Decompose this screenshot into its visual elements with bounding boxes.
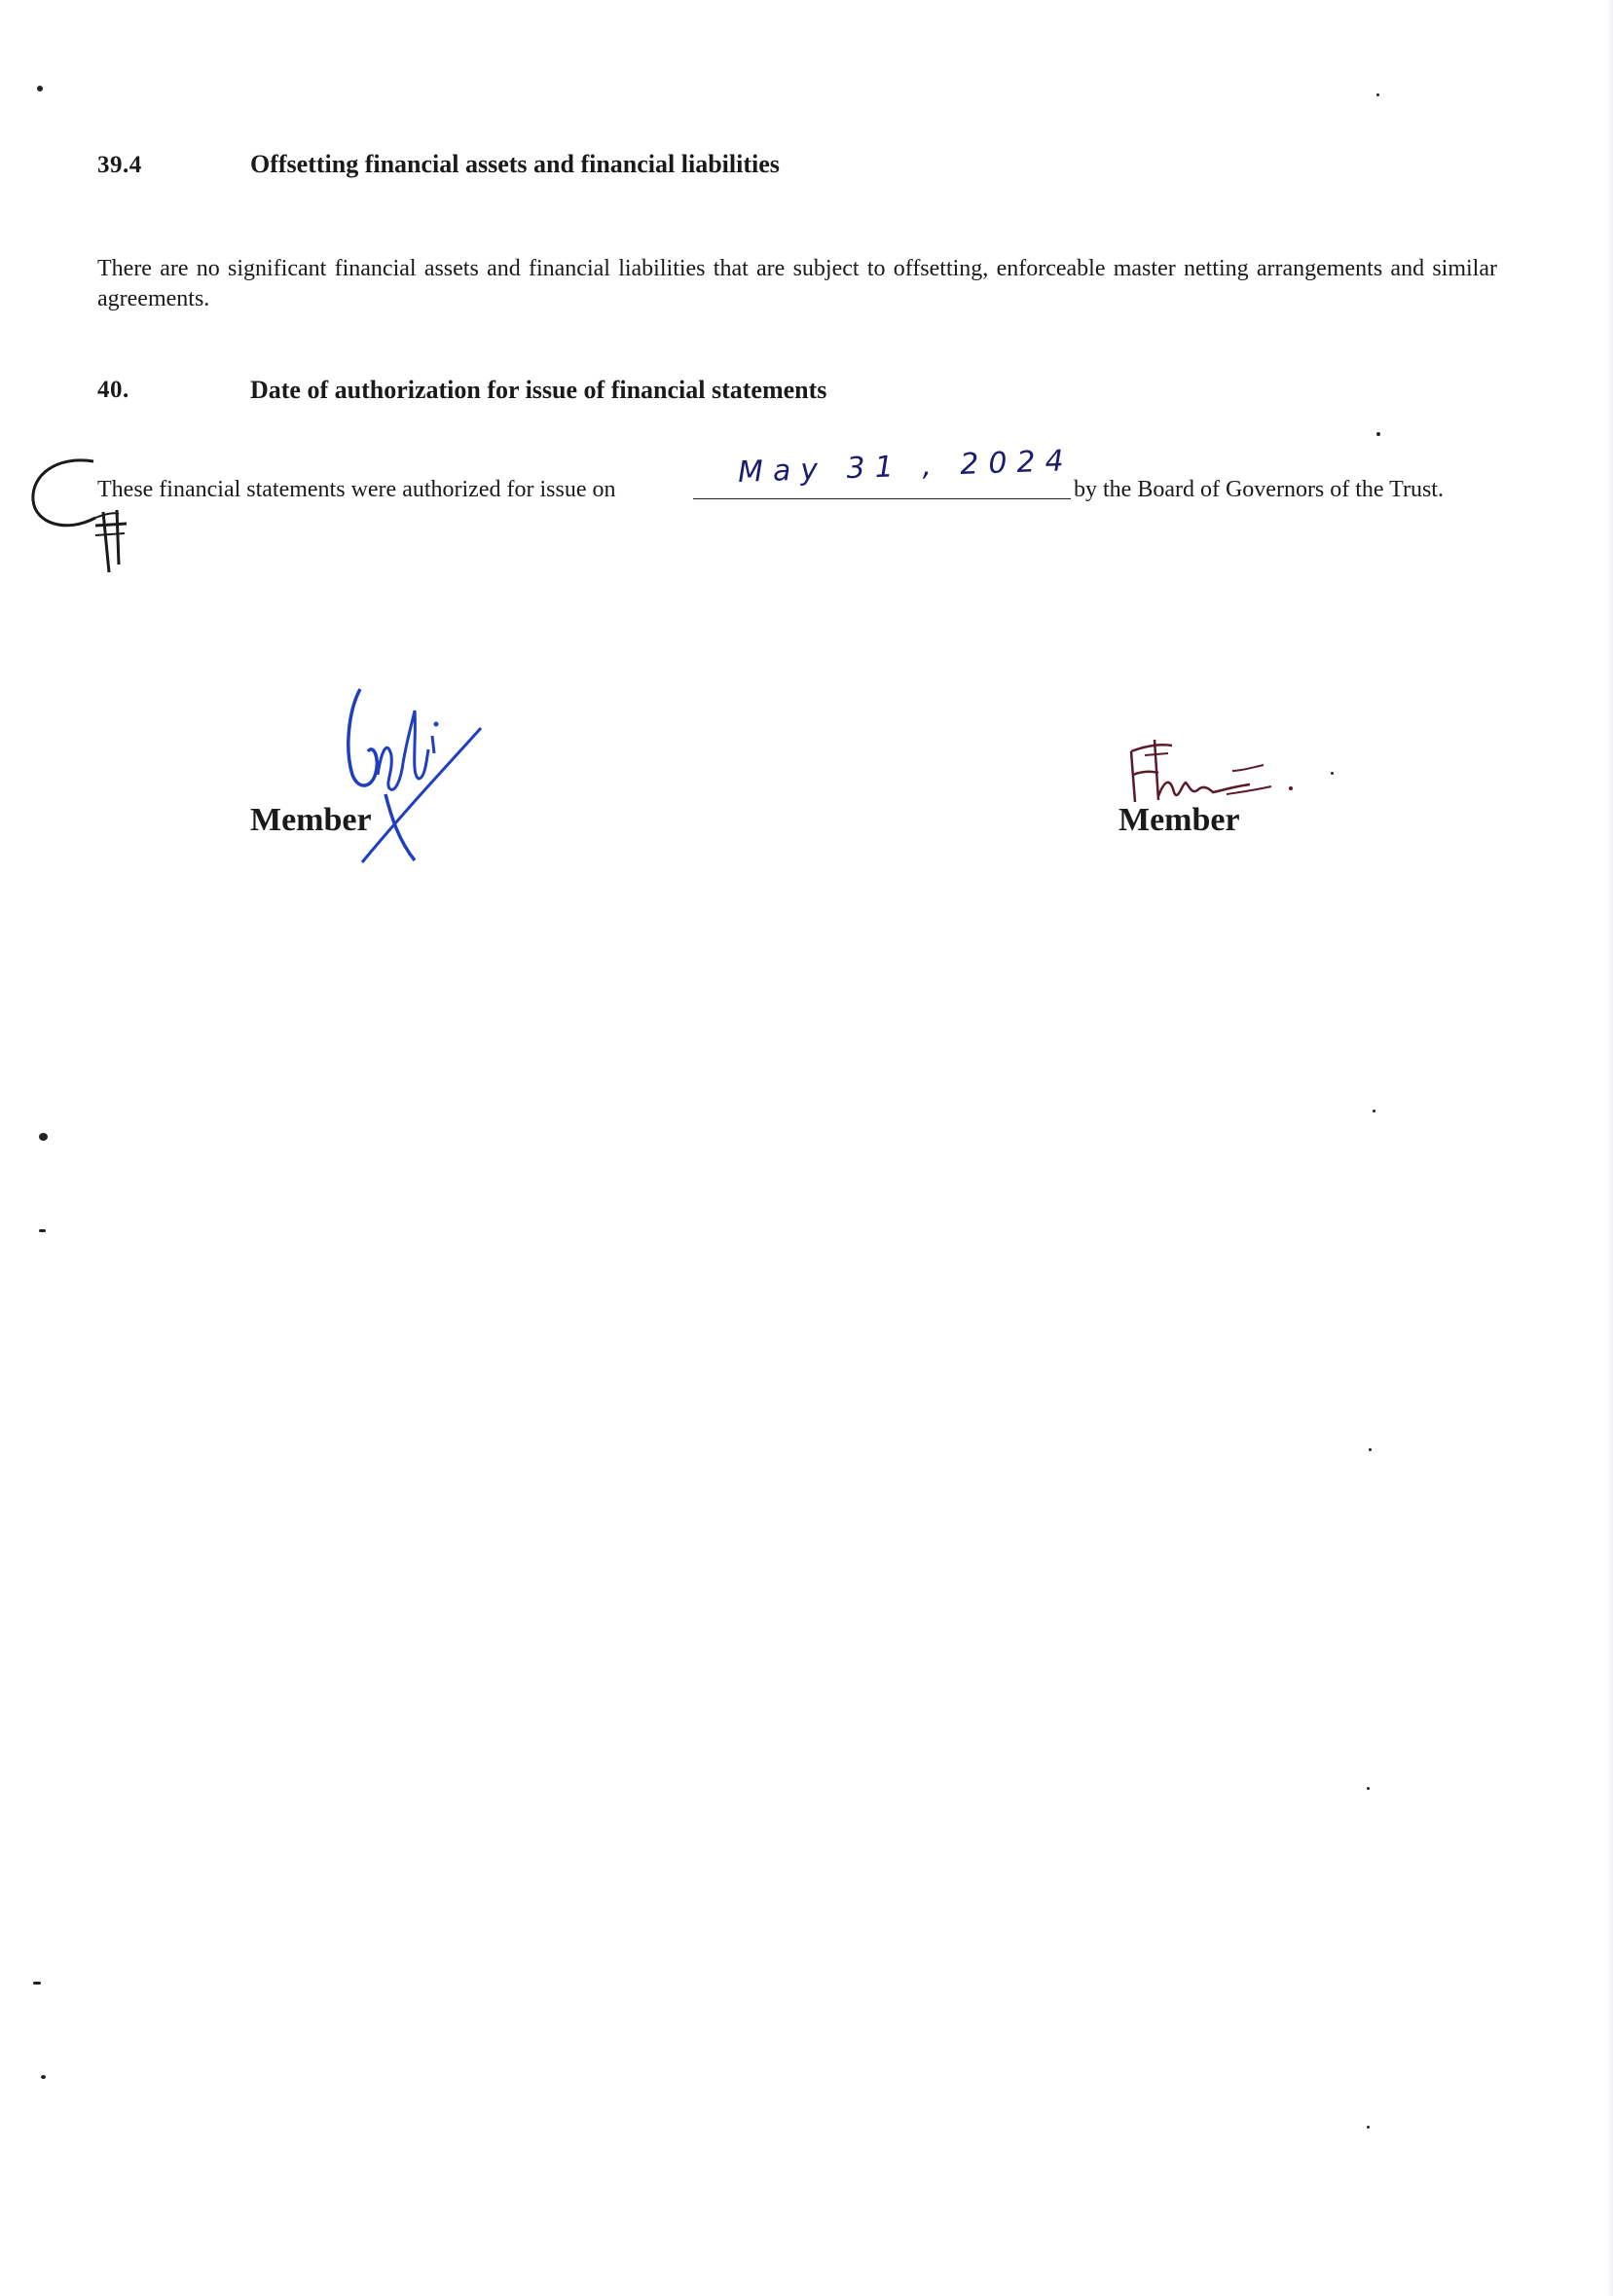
scan-speck [41, 2075, 46, 2079]
scan-speck [33, 1982, 41, 1985]
right-member-label: Member [1118, 802, 1240, 838]
scan-speck [37, 86, 43, 91]
authorization-text-after: by the Board of Governors of the Trust. [1074, 477, 1444, 502]
left-member-label: Member [250, 802, 372, 838]
authorization-text-before: These financial statements were authorized for issue on [97, 477, 616, 502]
handwritten-date: May 31 , 2024 [737, 443, 1075, 491]
scan-speck [39, 1133, 48, 1141]
section-title-40: Date of authorization for issue of financial statements [250, 376, 827, 404]
scan-speck [39, 1229, 46, 1232]
section-number-40: 40. [97, 377, 129, 403]
section-title-39-4: Offsetting financial assets and financial liabilities [250, 150, 780, 178]
section-body-39-4: There are no significant financial assets and financial liabilities that are subject to offsetting, enforceable master netting arrangements and similar agreements. [97, 256, 1497, 311]
scan-speck [1376, 432, 1380, 436]
scan-speck [1369, 1448, 1372, 1451]
scan-speck [1373, 1110, 1375, 1112]
section-number-39-4: 39.4 [97, 152, 142, 178]
initials-mark-icon [27, 456, 134, 572]
scan-speck [1331, 772, 1334, 775]
scan-speck [1367, 2126, 1370, 2129]
scan-edge [1607, 0, 1613, 2296]
scan-speck [1376, 93, 1379, 96]
scan-speck [1367, 1787, 1370, 1790]
